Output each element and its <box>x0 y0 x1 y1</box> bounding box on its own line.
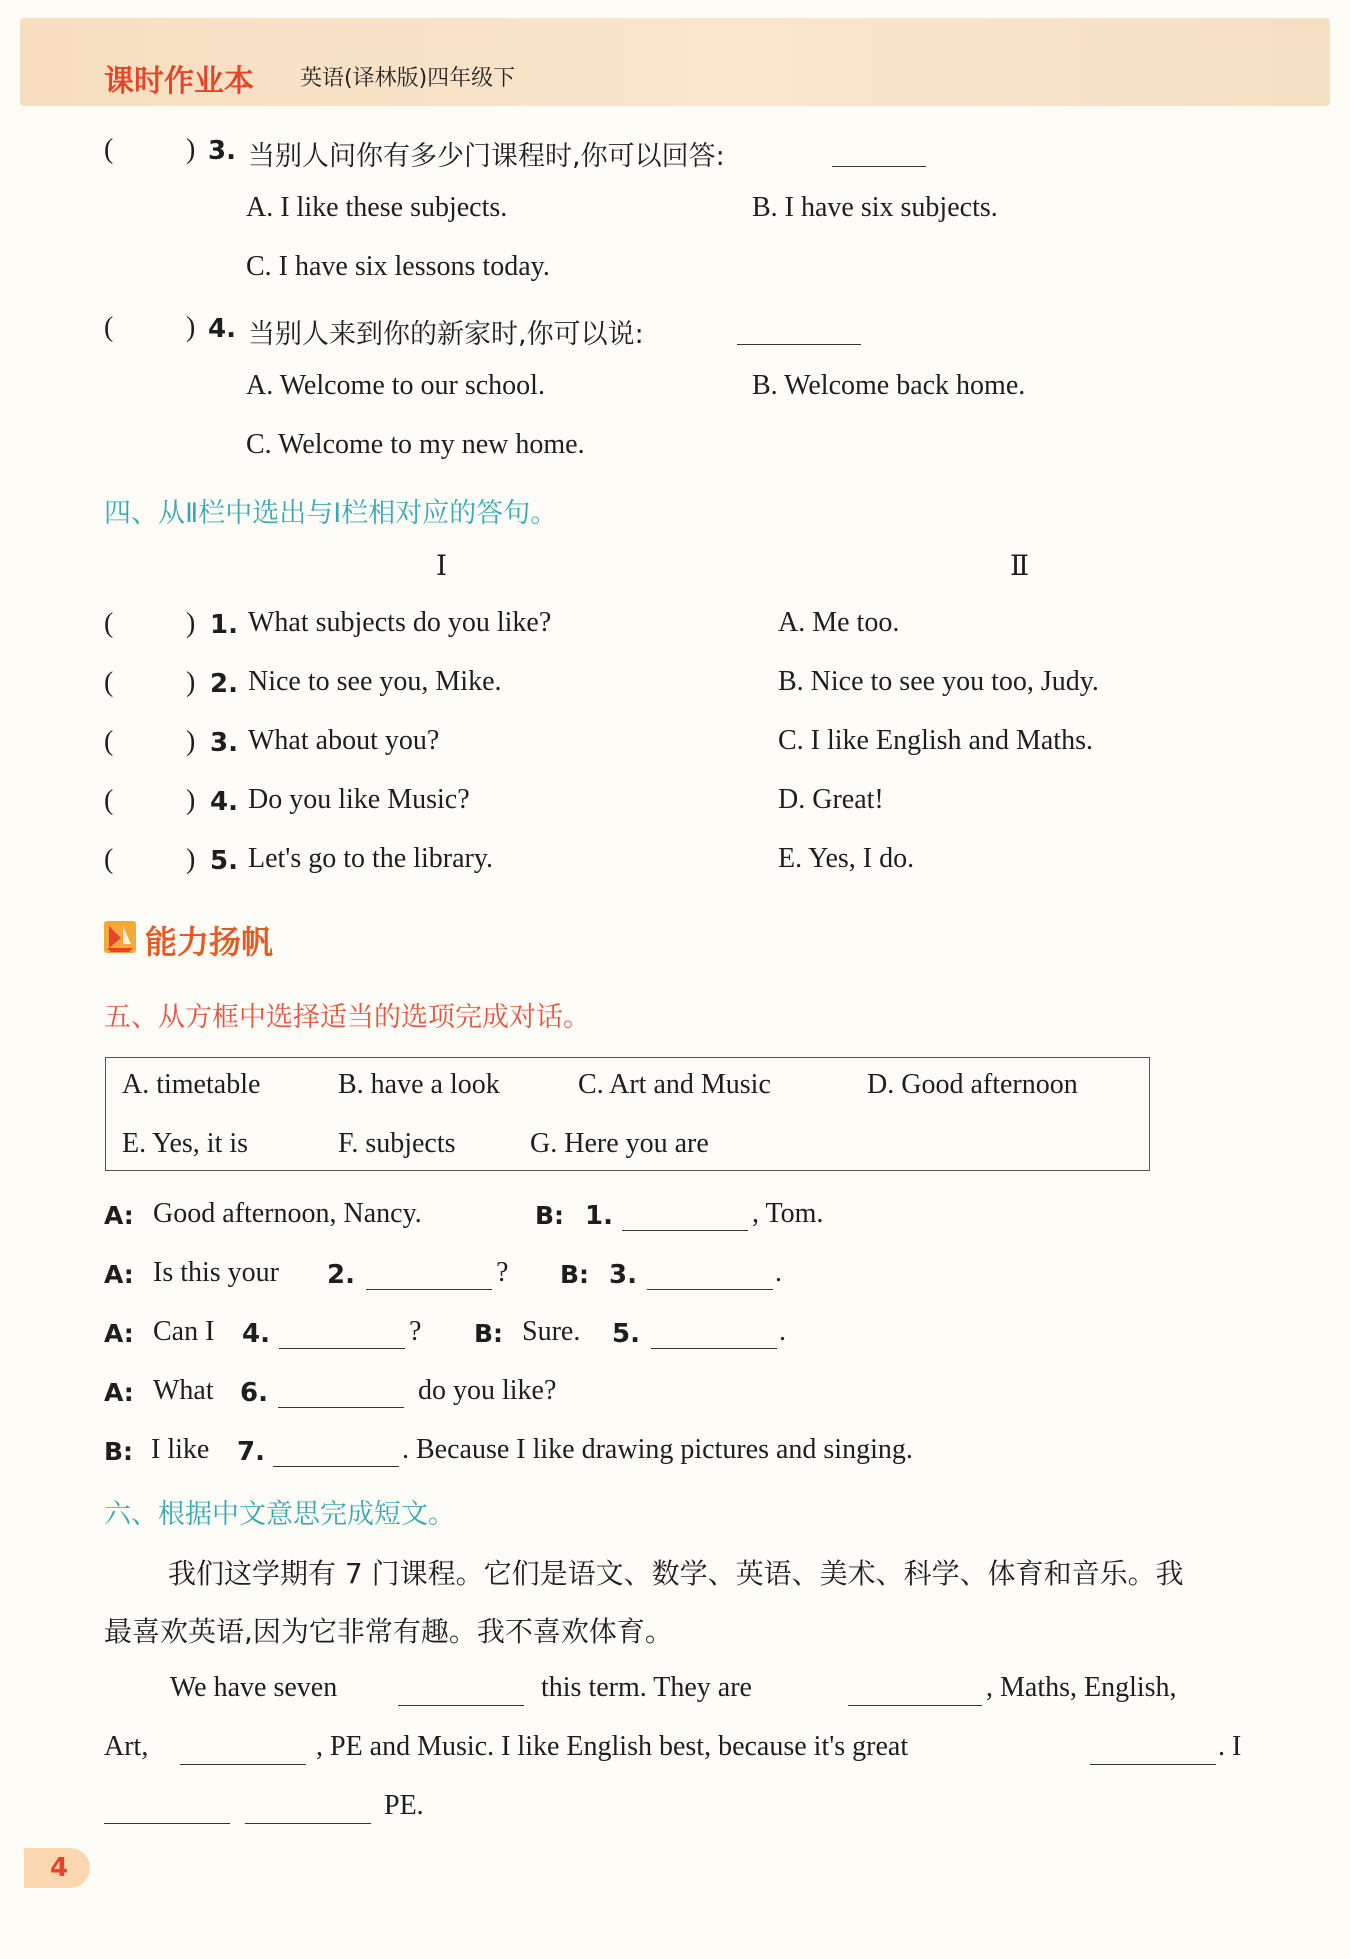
answer-paren-close: ) <box>186 134 196 165</box>
dialogue-text: Sure. <box>522 1316 581 1347</box>
speaker-a: A: <box>104 1201 134 1230</box>
passage-text: PE. <box>384 1790 424 1821</box>
question-stem: 当别人问你有多少门课程时,你可以回答: <box>248 141 725 172</box>
speaker-b: B: <box>104 1437 134 1466</box>
chinese-passage-line: 我们这学期有 7 门课程。它们是语文、数学、英语、美术、科学、体育和音乐。我 <box>168 1557 1184 1590</box>
question-number: 4. <box>208 314 236 344</box>
passage-text: this term. They are <box>541 1672 752 1703</box>
answer-paren-close: ) <box>186 726 196 757</box>
item-text: What subjects do you like? <box>248 607 552 638</box>
blank-number: 7. <box>237 1437 265 1467</box>
word-bank-option: B. have a look <box>338 1069 500 1100</box>
item-text: Nice to see you, Mike. <box>248 666 502 697</box>
blank-number: 4. <box>242 1319 270 1349</box>
answer-blank[interactable] <box>278 1383 404 1408</box>
item-number: 3. <box>210 728 238 758</box>
answer-blank[interactable] <box>398 1681 524 1706</box>
answer-paren-close: ) <box>186 608 196 639</box>
dialogue-text: Is this your <box>153 1257 279 1288</box>
answer-paren-open: ( <box>104 134 114 165</box>
item-text: What about you? <box>248 725 440 756</box>
answer-paren-close: ) <box>186 844 196 875</box>
passage-text: . I <box>1218 1731 1242 1762</box>
item-number: 2. <box>210 669 238 699</box>
passage-text: , Maths, English, <box>986 1672 1177 1703</box>
answer-blank[interactable] <box>104 1799 230 1824</box>
chinese-passage-line: 最喜欢英语,因为它非常有趣。我不喜欢体育。 <box>104 1615 673 1648</box>
word-bank-option: G. Here you are <box>530 1128 709 1159</box>
answer-paren-open: ( <box>104 667 114 698</box>
word-bank-option: E. Yes, it is <box>122 1128 249 1159</box>
column-header-2: Ⅱ <box>1010 551 1030 582</box>
item-number: 4. <box>210 787 238 817</box>
speaker-b: B: <box>560 1260 590 1289</box>
answer-blank[interactable] <box>245 1799 371 1824</box>
book-subtitle: 英语(译林版)四年级下 <box>300 66 516 91</box>
speaker-b: B: <box>535 1201 565 1230</box>
dialogue-text: do you like? <box>418 1375 557 1406</box>
speaker-a: A: <box>104 1319 134 1348</box>
section-title: 四、从Ⅱ栏中选出与Ⅰ栏相对应的答句。 <box>104 498 558 529</box>
item-text: Do you like Music? <box>248 784 470 815</box>
answer-paren-close: ) <box>186 312 196 343</box>
sail-icon <box>103 920 137 954</box>
answer-paren-open: ( <box>104 785 114 816</box>
answer-blank[interactable] <box>1090 1740 1216 1765</box>
answer-blank[interactable] <box>366 1265 492 1290</box>
answer-blank[interactable] <box>737 320 861 345</box>
dialogue-text: ? <box>409 1316 422 1347</box>
speaker-a: A: <box>104 1378 134 1407</box>
answer-option: C. I like English and Maths. <box>778 725 1093 756</box>
answer-blank[interactable] <box>848 1681 982 1706</box>
word-bank-option: F. subjects <box>338 1128 456 1159</box>
answer-paren-close: ) <box>186 785 196 816</box>
item-number: 1. <box>210 610 238 640</box>
blank-number: 2. <box>327 1260 355 1290</box>
section-title: 五、从方框中选择适当的选项完成对话。 <box>104 1002 590 1033</box>
dialogue-text: Can I <box>153 1316 215 1347</box>
answer-paren-open: ( <box>104 608 114 639</box>
answer-paren-open: ( <box>104 312 114 343</box>
item-text: Let's go to the library. <box>248 843 494 874</box>
blank-number: 1. <box>585 1201 613 1231</box>
dialogue-text: . <box>779 1316 786 1347</box>
blank-number: 3. <box>609 1260 637 1290</box>
option-a: A. I like these subjects. <box>246 192 508 223</box>
column-header-1: Ⅰ <box>436 551 448 582</box>
option-c: C. Welcome to my new home. <box>246 429 585 460</box>
speaker-b: B: <box>474 1319 504 1348</box>
answer-paren-open: ( <box>104 726 114 757</box>
answer-blank[interactable] <box>651 1324 777 1349</box>
option-a: A. Welcome to our school. <box>246 370 545 401</box>
word-bank-option: C. Art and Music <box>578 1069 771 1100</box>
answer-blank[interactable] <box>832 142 926 167</box>
option-b: B. Welcome back home. <box>752 370 1026 401</box>
book-brand: 课时作业本 <box>104 64 254 99</box>
answer-blank[interactable] <box>180 1740 306 1765</box>
blank-number: 6. <box>240 1378 268 1408</box>
answer-option: E. Yes, I do. <box>778 843 915 874</box>
word-bank-option: A. timetable <box>122 1069 261 1100</box>
option-c: C. I have six lessons today. <box>246 251 550 282</box>
dialogue-text: I like <box>151 1434 210 1465</box>
answer-blank[interactable] <box>647 1265 773 1290</box>
dialogue-text: Good afternoon, Nancy. <box>153 1198 422 1229</box>
passage-text: We have seven <box>170 1672 338 1703</box>
blank-number: 5. <box>612 1319 640 1349</box>
answer-option: B. Nice to see you too, Judy. <box>778 666 1099 697</box>
section-title: 六、根据中文意思完成短文。 <box>104 1499 455 1530</box>
dialogue-text: . <box>775 1257 782 1288</box>
answer-option: D. Great! <box>778 784 884 815</box>
page-number: 4 <box>50 1853 69 1883</box>
answer-paren-open: ( <box>104 844 114 875</box>
option-b: B. I have six subjects. <box>752 192 998 223</box>
item-number: 5. <box>210 846 238 876</box>
dialogue-text: What <box>153 1375 214 1406</box>
dialogue-text: ? <box>496 1257 509 1288</box>
question-number: 3. <box>208 136 236 166</box>
dialogue-text: , Tom. <box>752 1198 824 1229</box>
ability-heading: 能力扬帆 <box>145 923 274 961</box>
word-bank-option: D. Good afternoon <box>867 1069 1078 1100</box>
answer-paren-close: ) <box>186 667 196 698</box>
passage-text: , PE and Music. I like English best, because it's great <box>316 1731 909 1762</box>
answer-option: A. Me too. <box>778 607 900 638</box>
dialogue-text: . Because I like drawing pictures and singing. <box>402 1434 913 1465</box>
answer-blank[interactable] <box>622 1206 748 1231</box>
answer-blank[interactable] <box>279 1324 405 1349</box>
answer-blank[interactable] <box>273 1442 399 1467</box>
speaker-a: A: <box>104 1260 134 1289</box>
passage-text: Art, <box>104 1731 149 1762</box>
question-stem: 当别人来到你的新家时,你可以说: <box>248 319 644 350</box>
